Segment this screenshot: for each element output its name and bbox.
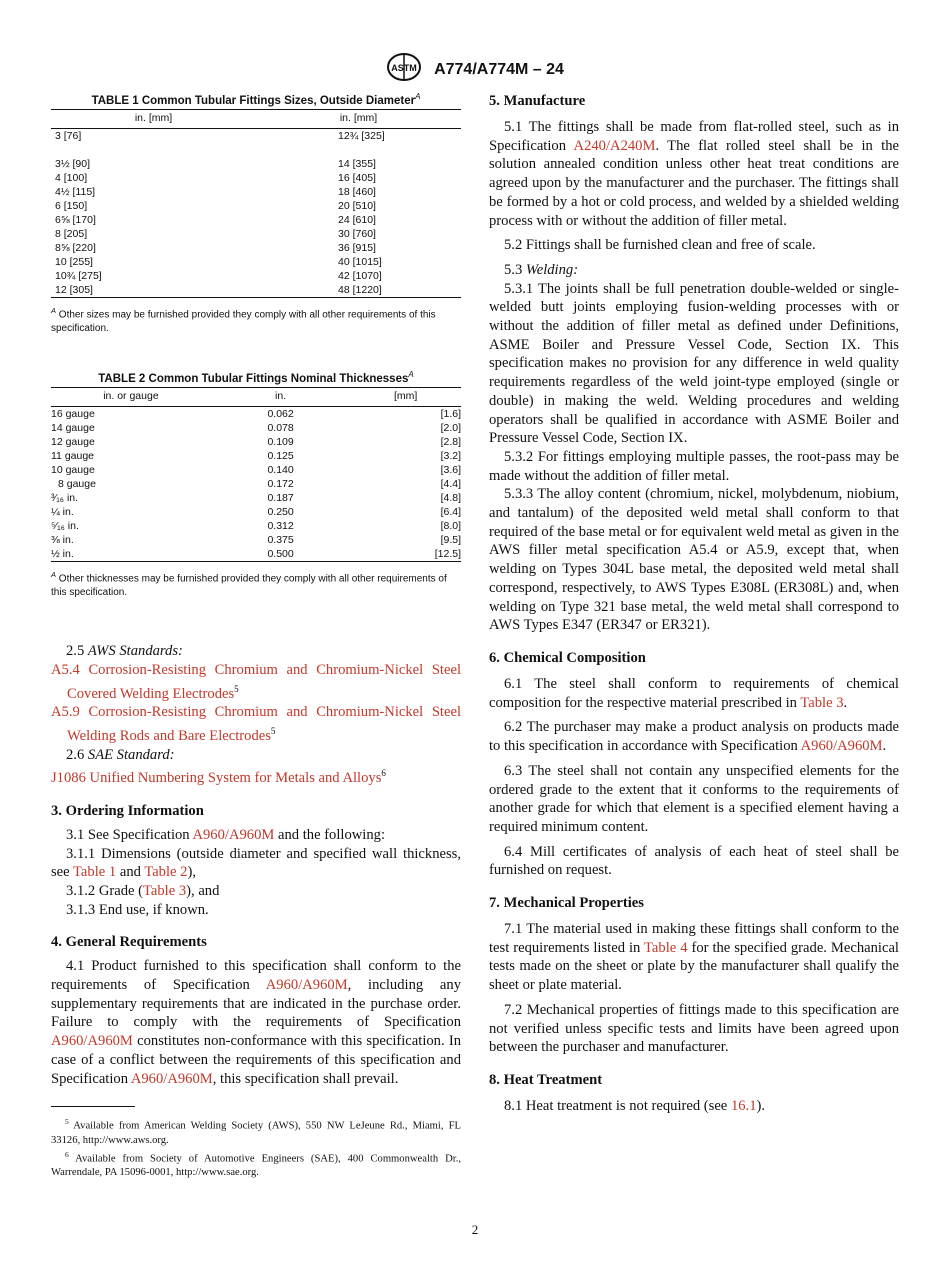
table1-cell: 48 [1220] bbox=[256, 283, 461, 298]
table1-row bbox=[51, 157, 461, 171]
table2-row bbox=[51, 406, 461, 421]
footnote-5: $^5$ Available from American Welding Society (AWS), 550 NW LeJeune Rd., Miami, FL 33126, http://www.aws.org. bbox=[51, 1117, 461, 1146]
section-6-4: 6.4 Mill certificates of analysis of each heat of steel shall be furnished on request. bbox=[489, 843, 899, 879]
section-4-1: 4.1 Product furnished to this specification shall conform to the requirements of Specification A960/A960M, including any supplementary requirements that are indicated in the purchase order. Failure to comply with the requirements of Specification A960/A960M constitutes non-conformance with this specification. In case of a conflict between the requirements of this specification and Specification A960/A960M, this specification shall prevail. bbox=[51, 958, 461, 1087]
section-3-1: 3.1 See Specification A960/A960M and the following: bbox=[66, 826, 386, 843]
table1-row bbox=[51, 241, 461, 255]
astm-logo bbox=[386, 52, 422, 87]
table1-cell: 40 [1015] bbox=[338, 255, 382, 268]
table2-cell: 10 gauge bbox=[51, 463, 95, 476]
table2-cell: [6.4] bbox=[440, 505, 461, 518]
section-5-3-1: 5.3.1 The joints shall be full penetration double-welded or single-welded butt joints employing fusion-welding processes with or without the addition of filler metal as defined under Definitions, ASME Boiler and Pressure Vessel Code, Section IX. This specification makes no provision for any difference in weld quality requirements regardless of the weld joint-type employed (single or double) in making the weld. Welding procedures and welding operators shall be qualified in accordance with ASME Boiler and Pressure Vessel Code, Section IX. bbox=[489, 280, 899, 447]
section-6-1: 6.1 The steel shall conform to requirements of chemical composition for the respective material prescribed in Table 3. bbox=[489, 675, 899, 711]
table2-cell: 14 gauge bbox=[51, 421, 95, 434]
table2-cell: [2.8] bbox=[440, 435, 461, 448]
table1-row bbox=[51, 255, 461, 269]
link-table-4[interactable]: Table 4 bbox=[644, 939, 688, 956]
document-code: A774/A774M – 24 bbox=[434, 60, 564, 78]
section-4-heading: 4. General Requirements bbox=[51, 934, 207, 951]
section-5-3-3: 5.3.3 The alloy content (chromium, nickel, molybdenum, niobium, and tantalum) of the deposited weld metal shall conform to that required of the base metal or for equivalent weld metal as given in the AWS filler metal specification A5.4 or A5.9, except that, when welding on Types 304L base metal, the deposited weld metal shall correspond, respectively, to AWS Types E308L (ER308L) and, when welding on Type 321 base metal, the weld metal shall correspond to AWS Types E347 (ER347 or ER321). bbox=[489, 486, 899, 634]
table1-row bbox=[51, 213, 461, 227]
table2-cell: [3.6] bbox=[440, 463, 461, 476]
section-2-5: 2.5 AWS Standards: bbox=[66, 643, 183, 660]
table2-cell: ⅜ in. bbox=[51, 533, 74, 546]
table1-row bbox=[51, 185, 461, 199]
table2-cell: 0.250 bbox=[267, 505, 294, 518]
table2-row bbox=[51, 505, 461, 519]
section-3-1-1: 3.1.1 Dimensions (outside diameter and specified wall thickness, see Table 1 and Table 2), bbox=[51, 845, 461, 881]
table2-cell: [12.5] bbox=[350, 547, 461, 562]
footnote-rule bbox=[51, 1106, 135, 1107]
link-a960[interactable]: A960/A960M bbox=[192, 826, 275, 843]
page-header bbox=[0, 52, 950, 87]
table1-row bbox=[51, 199, 461, 213]
table2-cell: [9.5] bbox=[440, 533, 461, 546]
table1-row bbox=[51, 283, 461, 298]
table2-row bbox=[51, 491, 461, 505]
section-5-3-2: 5.3.2 For fittings employing multiple passes, the root-pass may be made without the addition of filler metal. bbox=[489, 448, 899, 484]
link-a240[interactable]: A240/A240M bbox=[573, 137, 656, 154]
section-7-heading: 7. Mechanical Properties bbox=[489, 895, 644, 912]
table2-cell: [3.2] bbox=[440, 449, 461, 462]
table1-row bbox=[51, 128, 461, 157]
table1-cell: 24 [610] bbox=[338, 213, 376, 226]
table1-cell: 6⅝ [170] bbox=[55, 213, 96, 226]
table1-footnote: $^A$ Other sizes may be furnished provided they comply with all other requirements of this specification. bbox=[51, 305, 436, 335]
table1-cell: 4 [100] bbox=[55, 171, 88, 184]
section-3-1-2: 3.1.2 Grade (Table 3), and bbox=[66, 882, 220, 899]
table1-cell: 3 [76] bbox=[55, 129, 82, 142]
ref-a5-4[interactable]: A5.4 Corrosion-Resisting Chromium and Chromium-Nickel Steel Covered Welding Electrodes$^5$ bbox=[51, 662, 462, 702]
table2-cell: ½ in. bbox=[51, 547, 211, 562]
link-a960[interactable]: A960/A960M bbox=[51, 1033, 133, 1050]
table1-col-1: in. [mm] bbox=[51, 109, 256, 128]
section-6-2: 6.2 The purchaser may make a product analysis on products made to this specification in accordance with Specification A960/A960M. bbox=[489, 719, 899, 755]
table2-cell: [4.8] bbox=[440, 491, 461, 504]
table1-cell: 10 [255] bbox=[55, 255, 93, 268]
table1-cell: 42 [1070] bbox=[338, 269, 382, 282]
table1-cell: 8 [205] bbox=[55, 227, 88, 240]
table2-cell: 11 gauge bbox=[51, 449, 95, 462]
right-column bbox=[489, 92, 899, 1116]
table2-row bbox=[51, 519, 461, 533]
section-2-6: 2.6 SAE Standard: bbox=[66, 746, 175, 763]
table2-col-3: [mm] bbox=[350, 387, 461, 406]
table2-cell: 0.062 bbox=[267, 407, 294, 420]
table2-cell: 0.187 bbox=[267, 491, 294, 504]
section-3-1-3: 3.1.3 End use, if known. bbox=[66, 901, 209, 918]
ref-a5-9[interactable]: A5.9 Corrosion-Resisting Chromium and Chromium-Nickel Steel Welding Rods and Bare Electrodes$^5$ bbox=[51, 704, 462, 744]
table2-cell: 16 gauge bbox=[51, 407, 95, 420]
table2-row bbox=[51, 477, 461, 491]
table2-cell: [4.4] bbox=[440, 477, 461, 490]
table2-cell: ³⁄₁₆ in. bbox=[51, 491, 79, 504]
table2-cell: 8 gauge bbox=[58, 477, 96, 490]
left-column bbox=[51, 92, 461, 1180]
table2-row bbox=[51, 435, 461, 449]
table2-cell: [1.6] bbox=[440, 407, 461, 420]
table2-cell: 0.312 bbox=[267, 519, 294, 532]
table2-cell: 0.375 bbox=[267, 533, 294, 546]
link-section-16-1[interactable]: 16.1 bbox=[730, 1097, 757, 1114]
table1-title: TABLE 1 Common Tubular Fittings Sizes, Outside Diameter$^A$ bbox=[91, 92, 421, 107]
table2-row bbox=[51, 463, 461, 477]
table2-cell: 0.125 bbox=[267, 449, 294, 462]
table1-cell: 3½ [90] bbox=[55, 157, 91, 170]
table1-row bbox=[51, 227, 461, 241]
section-5-1: 5.1 The fittings shall be made from flat-rolled steel, such as in Specification A240/A240M. The flat rolled steel shall be in the solution annealed condition unless other heat treat conditions are agreed upon by the manufacturer and the purchaser. The fittings shall be formed by a hot or cold process, and welded by a shielded welding process with or without the addition of filler metal. bbox=[489, 119, 900, 229]
table2-cell: ⁵⁄₁₆ in. bbox=[51, 519, 79, 532]
footnote-6: $^6$ Available from Society of Automotive Engineers (SAE), 400 Commonwealth Dr., Warrendale, PA 15096-0001, http://www.sae.org. bbox=[51, 1149, 461, 1179]
table2-title: TABLE 2 Common Tubular Fittings Nominal Thicknesses$^A$ bbox=[98, 370, 414, 385]
ref-j1086[interactable]: J1086 Unified Numbering System for Metals and Alloys$^6$ bbox=[51, 768, 386, 787]
table1-cell: 10¾ [275] bbox=[55, 269, 102, 282]
table1-cell: 12¾ [325] bbox=[338, 129, 385, 142]
table2-cell: 12 gauge bbox=[51, 435, 95, 448]
section-7-1: 7.1 The material used in making these fittings shall conform to the test requirements listed in Table 4 for the specified grade. Mechanical tests made on the sheet or plate by the manufacturer shall qualify the sheet or plate material. bbox=[489, 921, 899, 994]
section-5-2: 5.2 Fittings shall be furnished clean and free of scale. bbox=[504, 237, 816, 254]
link-a960[interactable]: A960/A960M bbox=[130, 1070, 213, 1087]
section-5-heading: 5. Manufacture bbox=[489, 93, 586, 109]
table2-cell: 0.078 bbox=[267, 421, 294, 434]
link-table-2[interactable]: Table 2 bbox=[144, 864, 188, 881]
table1-cell: 18 [460] bbox=[338, 185, 376, 198]
section-3-heading: 3. Ordering Information bbox=[51, 802, 204, 819]
table2-cell: 0.140 bbox=[267, 463, 294, 476]
section-8-1: 8.1 Heat treatment is not required (see 16.1). bbox=[504, 1097, 766, 1114]
table1 bbox=[51, 109, 461, 298]
section-8-heading: 8. Heat Treatment bbox=[489, 1071, 603, 1088]
table2-col-1: in. or gauge bbox=[51, 387, 211, 406]
table2-row bbox=[51, 421, 461, 435]
table1-row bbox=[51, 171, 461, 185]
table2-cell: ¼ in. bbox=[51, 505, 74, 518]
table1-cell: 16 [405] bbox=[338, 171, 376, 184]
table1-cell: 12 [305] bbox=[51, 283, 256, 298]
table2-cell: 0.172 bbox=[267, 477, 294, 490]
table2-cell: 0.109 bbox=[267, 435, 294, 448]
table1-cell: 20 [510] bbox=[338, 199, 376, 212]
page-number: 2 bbox=[471, 1222, 479, 1237]
table2 bbox=[51, 387, 461, 562]
link-table-1[interactable]: Table 1 bbox=[73, 864, 117, 881]
table2-cell: 0.500 bbox=[211, 547, 350, 562]
section-6-heading: 6. Chemical Composition bbox=[489, 649, 646, 666]
table1-row bbox=[51, 269, 461, 283]
table2-cell: [2.0] bbox=[440, 421, 461, 434]
table2-footnote: $^A$ Other thicknesses may be furnished provided they comply with all other requirements of this specification. bbox=[51, 569, 447, 599]
section-7-2: 7.2 Mechanical properties of fittings made to this specification are not verified unless specific tests and limits have been agreed upon between the purchaser and manufacturer. bbox=[489, 1001, 899, 1056]
link-a960[interactable]: A960/A960M bbox=[265, 977, 348, 994]
table2-col-2: in. bbox=[211, 387, 350, 406]
section-5-3: 5.3 Welding: bbox=[504, 261, 579, 278]
astm-logo-text: ASTM bbox=[391, 63, 417, 73]
table1-cell: 6 [150] bbox=[55, 199, 88, 212]
table1-cell: 36 [915] bbox=[338, 241, 376, 254]
table2-row bbox=[51, 449, 461, 463]
table1-cell: 30 [760] bbox=[338, 227, 376, 240]
link-table-3[interactable]: Table 3 bbox=[143, 882, 187, 899]
table1-cell: 14 [355] bbox=[338, 157, 376, 170]
table2-cell: [8.0] bbox=[440, 519, 461, 532]
link-table-3[interactable]: Table 3 bbox=[800, 694, 844, 711]
table2-row bbox=[51, 547, 461, 562]
table1-cell: 8⅝ [220] bbox=[55, 241, 96, 254]
table1-cell: 4½ [115] bbox=[55, 185, 96, 198]
link-a960[interactable]: A960/A960M bbox=[800, 738, 883, 755]
section-6-3: 6.3 The steel shall not contain any unspecified elements for the ordered grade to the extent that it conforms to the requirements of another grade for which that element is a specified element having a required minimum content. bbox=[489, 762, 899, 835]
table2-row bbox=[51, 533, 461, 547]
table1-col-2: in. [mm] bbox=[256, 109, 461, 128]
